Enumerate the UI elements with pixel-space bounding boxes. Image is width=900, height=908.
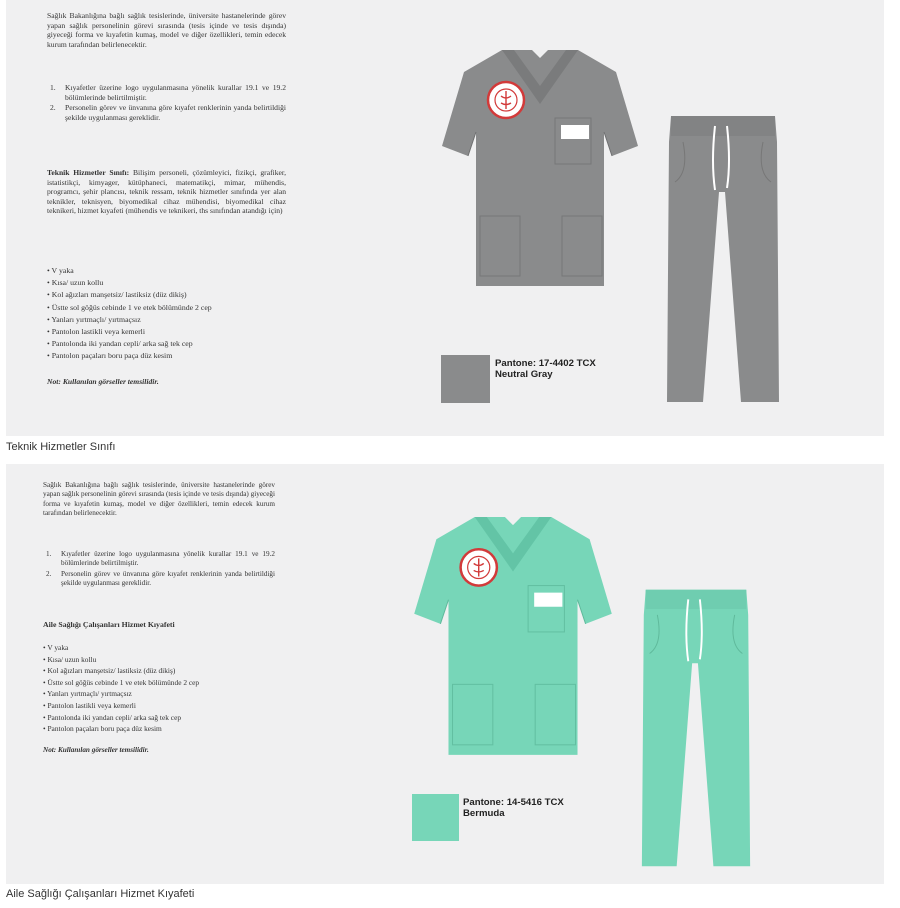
pantone-name: Neutral Gray [495,369,553,380]
list-item: • Pantolon lastikli veya kemerli [47,326,287,338]
ministry-logo-icon [488,82,524,118]
caption: Aile Sağlığı Çalışanları Hizmet Kıyafeti [6,888,195,900]
pantone-code: Pantone: 17-4402 TCX [495,358,596,369]
list-item: • Kol ağızları manşetsiz/ lastiksiz (düz dikiş) [43,665,283,677]
list-item: • Pantolon paçaları boru paça düz kesim [43,723,283,735]
intro-paragraph: Sağlık Bakanlığına bağlı sağlık tesislerinde, üniversite hastanelerinde görev yapan sağlık personelinin görevi sırasında (tesis içinde ve tesis dışında) giyeceği forma ve kıyafetin kumaş, model ve diğer özellikleri, temin edecek kurum tarafından belirlenecektir. [43,481,275,518]
pantone-label [495,358,596,380]
ministry-logo-icon [461,549,497,585]
color-swatch [441,355,490,403]
list-item: • V yaka [43,642,283,654]
list-item: • Kısa/ uzun kollu [47,277,287,289]
list-item: • Kol ağızları manşetsiz/ lastiksiz (düz dikiş) [47,289,287,301]
list-item: • Kısa/ uzun kollu [43,654,283,666]
note: Not: Kullanılan görseller temsilidir. [47,377,159,386]
pantone-label [463,797,564,819]
list-item: 2. Personelin görev ve ünvanına göre kıyafet renklerinin yanda belirtildiği şekilde uygulanması gereklidir. [46,569,275,588]
color-swatch [412,794,459,841]
list-item: • Pantolonda iki yandan cepli/ arka sağ tek cep [47,338,287,350]
pantone-code: Pantone: 14-5416 TCX [463,797,564,808]
scrub-top-image [412,513,614,765]
scrub-top-image [440,46,640,296]
list-item: 2. Personelin görev ve ünvanına göre kıyafet renklerinin yanda belirtildiği şekilde uygulanması gereklidir. [50,103,286,122]
list-item: • V yaka [47,265,287,277]
pants-image [638,580,754,874]
note: Not: Kullanılan görseller temsilidir. [43,746,149,754]
list-item: • Üstte sol göğüs cebinde 1 ve etek bölümünde 2 cep [47,302,287,314]
list-item: • Pantolon paçaları boru paça düz kesim [47,350,287,362]
list-item: • Yanları yırtmaçlı/ yırtmaçsız [47,314,287,326]
class-title: Teknik Hizmetler Sınıfı: [47,168,130,177]
rules-list [43,550,275,590]
list-item: • Pantolon lastikli veya kemerli [43,700,283,712]
feature-list [43,642,283,735]
pants-image [663,112,783,404]
class-description: Teknik Hizmetler Sınıfı: Bilişim personeli, çözümleyici, fizikçi, grafiker, istatistikçi, kimyager, kütüphaneci, matematikçi, mimar, mühendis, programcı, şehir plancısı, teknik ressam, teknik hizmetler sınıfında yer alan teknikler, teknisyen, biyomedikal cihaz mühendisi, biyomedikal cihaz teknikeri, hizmet kıyafeti (mühendis ve teknikeri, ths sınıfından atandığı için) [47,168,286,216]
list-item: • Üstte sol göğüs cebinde 1 ve etek bölümünde 2 cep [43,677,283,689]
intro-paragraph: Sağlık Bakanlığına bağlı sağlık tesislerinde, üniversite hastanelerinde görev yapan sağlık personelinin görevi sırasında (tesis içinde ve tesis dışında) giyeceği forma ve kıyafetin kumaş, model ve diğer özellikleri, temin edecek kurum tarafından belirlenecektir. [47,11,286,49]
list-item: 1. Kıyafetler üzerine logo uygulanmasına yönelik kurallar 19.1 ve 19.2 bölümlerinde belirtilmiştir. [46,550,275,568]
list-item: 1. Kıyafetler üzerine logo uygulanmasına yönelik kurallar 19.1 ve 19.2 bölümlerinde belirtilmiştir. [50,83,286,102]
section-heading: Aile Sağlığı Çalışanları Hizmet Kıyafeti [43,620,175,629]
pantone-name: Bermuda [463,808,505,819]
list-item: • Yanları yırtmaçlı/ yırtmaçsız [43,688,283,700]
rules-list [47,83,286,123]
caption: Teknik Hizmetler Sınıfı [6,441,116,453]
list-item: • Pantolonda iki yandan cepli/ arka sağ tek cep [43,712,283,724]
feature-list [47,265,287,363]
